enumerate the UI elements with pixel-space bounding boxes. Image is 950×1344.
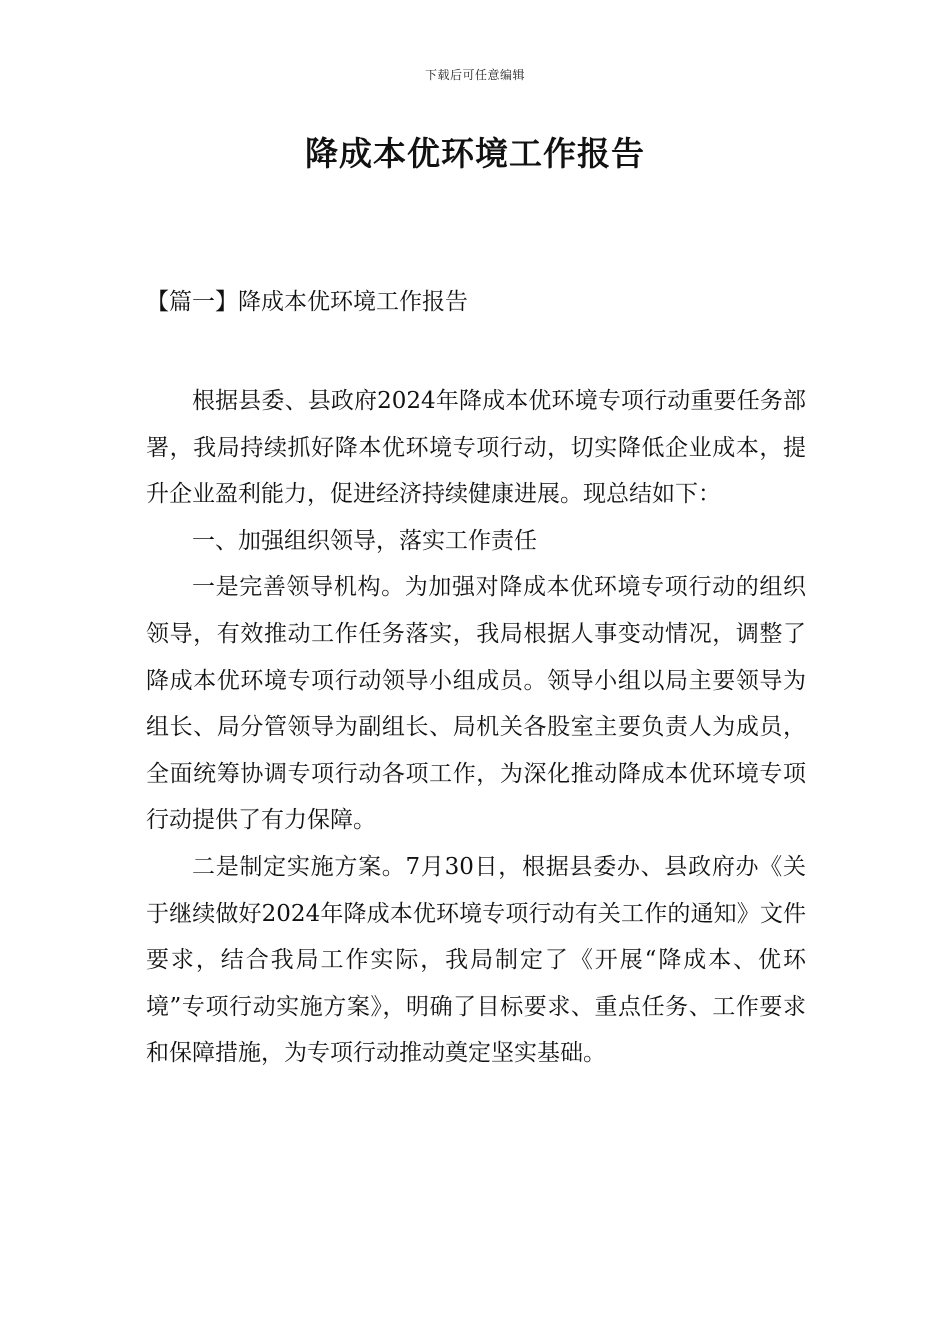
header-note: 下载后可任意编辑	[424, 68, 525, 82]
paragraph-intro: 根据县委、县政府2024年降成本优环境专项行动重要任务部署，我局持续抓好降本优环境专项行动，切实降低企业成本，提升企业盈利能力，促进经济持续健康进展。现总结如下：	[146, 388, 806, 508]
paragraph-point-two: 二是制定实施方案。7月30日，根据县委办、县政府办《关于继续做好2024年降成本优环境专项行动有关工作的通知》文件要求，结合我局工作实际，我局制定了《开展“降成本、优环境”专项行动实施方案》，明确了目标要求、重点任务、工作要求和保障措施，为专项行动推动奠定坚实基础。	[146, 853, 806, 1067]
paragraph-point-one: 一是完善领导机构。为加强对降成本优环境专项行动的组织领导，有效推动工作任务落实，我局根据人事变动情况，调整了降成本优环境专项行动领导小组成员。领导小组以局主要领导为组长、局分管领导为副组长、局机关各股室主要负责人为成员，全面统筹协调专项行动各项工作，为深化推动降成本优环境专项行动提供了有力保障。	[146, 574, 806, 834]
paragraph-subheading: 一、加强组织领导，落实工作责任	[192, 527, 537, 554]
document-body	[146, 378, 806, 1077]
section-heading: 【篇一】降成本优环境工作报告	[146, 289, 468, 315]
document-title: 降成本优环境工作报告	[305, 134, 645, 173]
